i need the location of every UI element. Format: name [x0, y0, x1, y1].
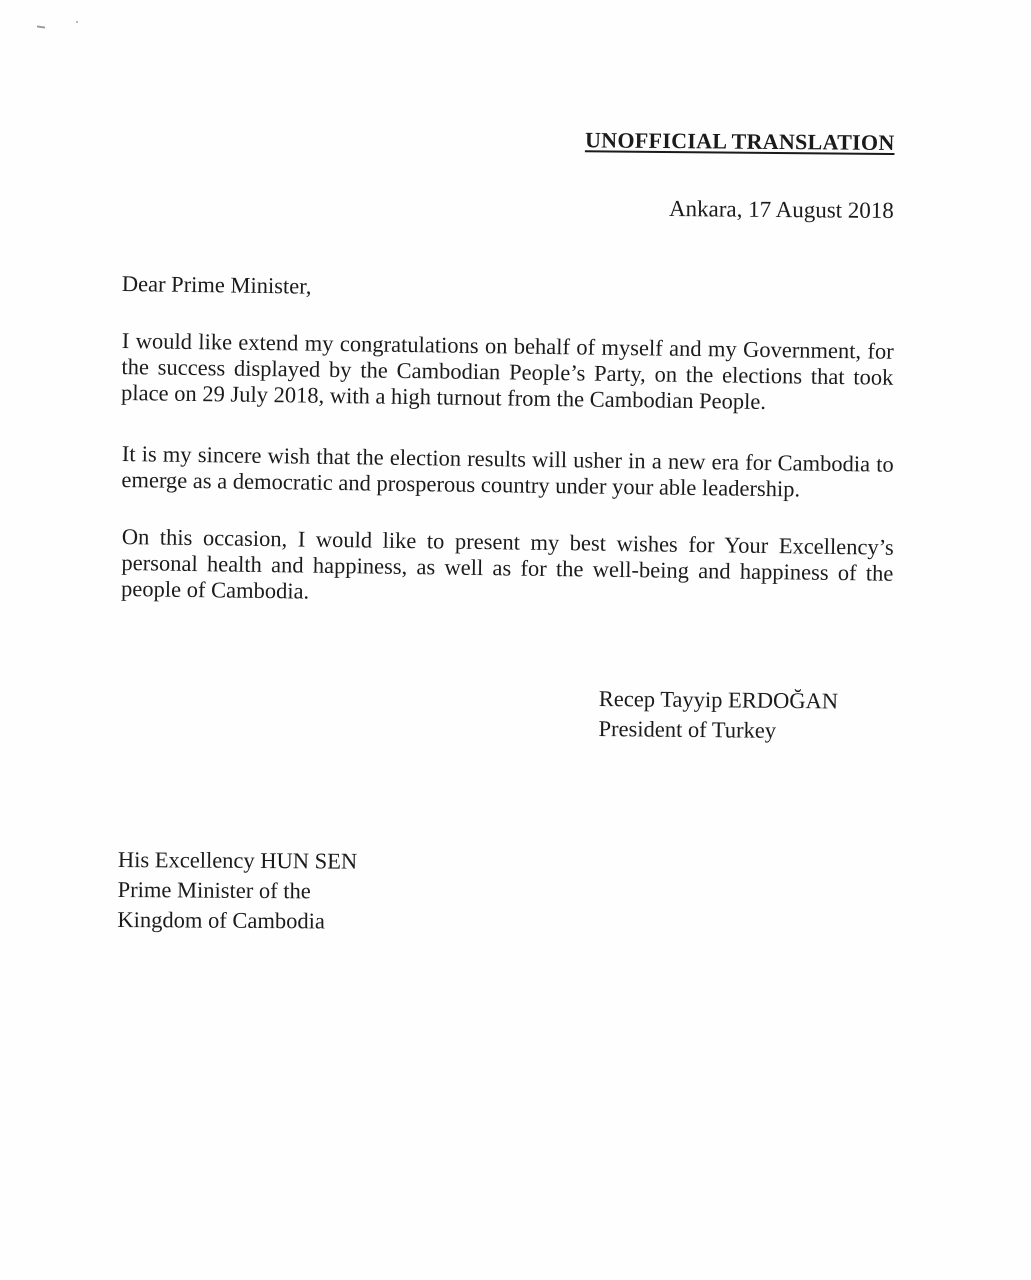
- addressee-line-1: His Excellency HUN SEN: [117, 846, 358, 874]
- salutation: Dear Prime Minister,: [121, 271, 312, 299]
- addressee-line-2: Prime Minister of the: [117, 876, 311, 904]
- scan-artifact: [76, 21, 78, 23]
- paragraph-1: I would like extend my congratulations on behalf of myself and my Government, for the success displayed by the Cambodian People’s Party, on the elections that took place on 29 July 2018, with a high turnout from the Cambodian People.: [120, 328, 894, 414]
- signature-block: [598, 684, 838, 747]
- paragraph-2: It is my sincere wish that the election results will usher in a new era for Cambodia to emerge as a democratic and prosperous country under your able leadership.: [121, 441, 894, 502]
- letter-body-section: [121, 524, 894, 613]
- signatory-name: Recep Tayyip ERDOĞAN: [598, 685, 839, 714]
- place-date: Ankara, 17 August 2018: [669, 196, 895, 223]
- document-heading: UNOFFICIAL TRANSLATION: [585, 127, 896, 155]
- signatory-title: President of Turkey: [598, 715, 777, 743]
- letter-body-section: [121, 328, 894, 417]
- addressee-block: [117, 845, 357, 937]
- letter-body-section: [121, 441, 894, 504]
- addressee-line-3: Kingdom of Cambodia: [117, 906, 326, 934]
- paragraph-3: On this occasion, I would like to present my best wishes for Your Excellency’s personal health and happiness, as well as for the well-being and happiness of the people of Cambodia.: [120, 524, 894, 604]
- scan-artifact: [37, 25, 45, 28]
